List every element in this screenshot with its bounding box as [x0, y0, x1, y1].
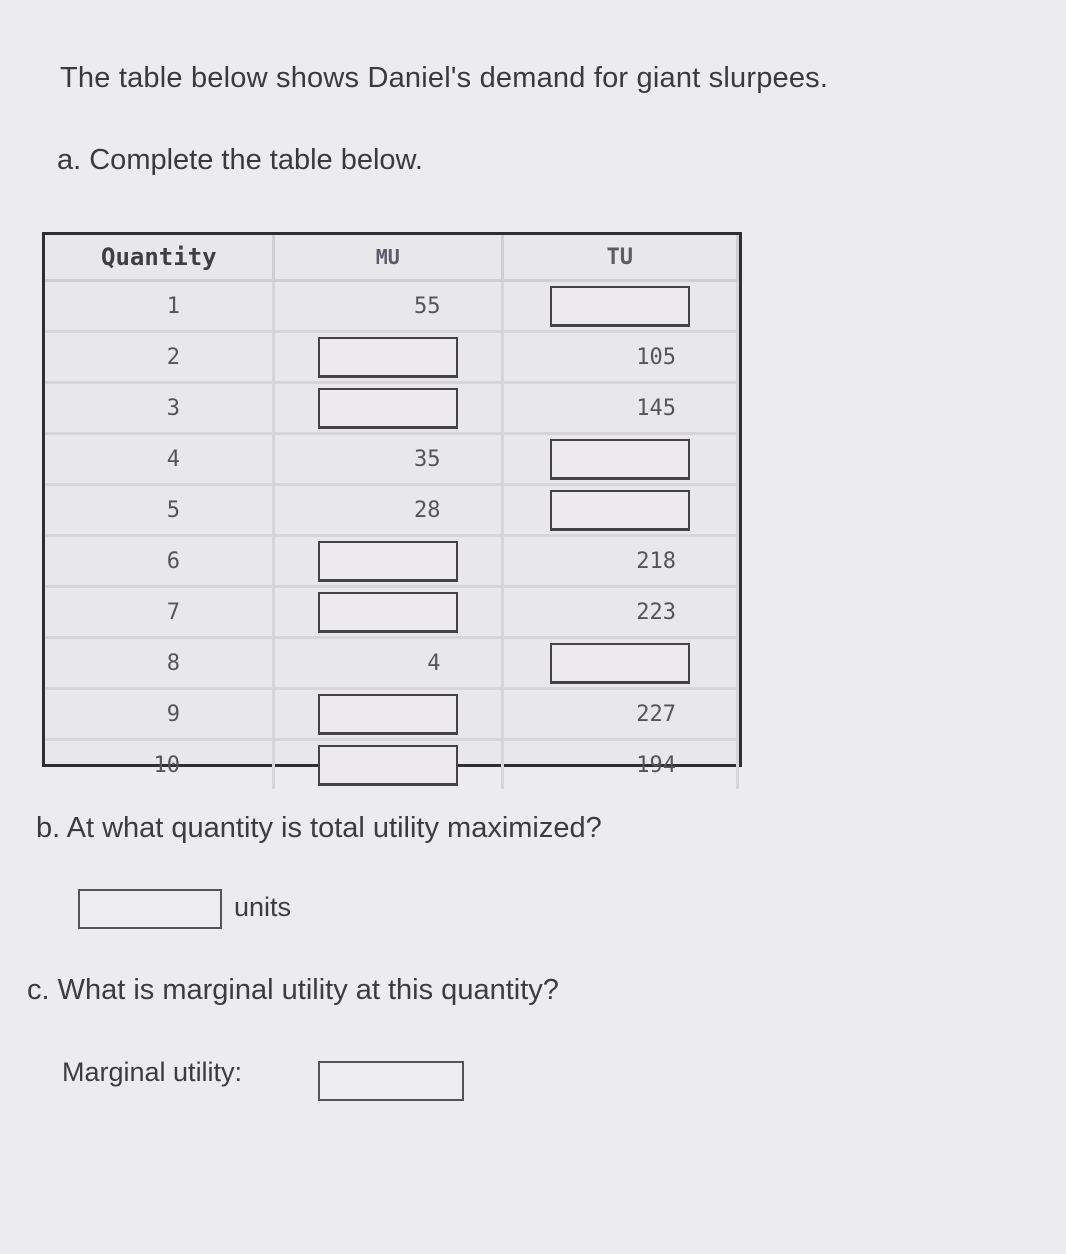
tu-cell: [502, 434, 737, 485]
part-a-instruction: a. Complete the table below.: [57, 144, 423, 176]
table-row: [45, 332, 738, 383]
tu-value-cell: 105: [502, 332, 737, 383]
tu-value-cell: 218: [502, 536, 737, 587]
mu-header: MU: [274, 235, 503, 281]
mu-value-cell: 35: [274, 434, 503, 485]
table-row: [45, 587, 738, 638]
mu-answer-input[interactable]: [318, 388, 458, 429]
tu-cell: [502, 638, 737, 689]
mu-answer-input[interactable]: [318, 694, 458, 735]
mu-cell: [274, 383, 503, 434]
table-body: [45, 281, 738, 790]
marginal-utility-label: Marginal utility:: [62, 1057, 243, 1087]
mu-cell: [274, 587, 503, 638]
quantity-cell: 6: [45, 536, 274, 587]
tu-value-cell: 194: [502, 740, 737, 790]
max-quantity-input[interactable]: [78, 889, 222, 929]
tu-answer-input[interactable]: [550, 439, 690, 480]
table-row: [45, 536, 738, 587]
tu-value-cell: 227: [502, 689, 737, 740]
utility-table: [45, 235, 739, 789]
quantity-cell: 2: [45, 332, 274, 383]
tu-answer-input[interactable]: [550, 490, 690, 531]
mu-cell: [274, 689, 503, 740]
part-c-question: c. What is marginal utility at this quantity?: [27, 974, 559, 1006]
tu-answer-input[interactable]: [550, 643, 690, 684]
units-label: units: [234, 892, 292, 922]
tu-answer-input[interactable]: [550, 286, 690, 327]
quantity-cell: 7: [45, 587, 274, 638]
quantity-cell: 1: [45, 281, 274, 332]
table-header-row: [45, 235, 738, 281]
quantity-cell: 9: [45, 689, 274, 740]
quantity-cell: 4: [45, 434, 274, 485]
tu-cell: [502, 485, 737, 536]
table-row: [45, 689, 738, 740]
tu-cell: [502, 281, 737, 332]
mu-answer-input[interactable]: [318, 592, 458, 633]
tu-header: TU: [502, 235, 737, 281]
mu-value-cell: 4: [274, 638, 503, 689]
mu-value-cell: 28: [274, 485, 503, 536]
tu-value-cell: 145: [502, 383, 737, 434]
marginal-utility-input[interactable]: [318, 1061, 464, 1101]
quantity-cell: 5: [45, 485, 274, 536]
question-prompt: The table below shows Daniel's demand for giant slurpees.: [60, 62, 829, 94]
utility-table-container: [42, 232, 742, 778]
quantity-cell: 3: [45, 383, 274, 434]
mu-answer-input[interactable]: [318, 745, 458, 786]
table-row: [45, 740, 738, 790]
mu-answer-input[interactable]: [318, 337, 458, 378]
mu-cell: [274, 332, 503, 383]
part-b-question: b. At what quantity is total utility maximized?: [36, 812, 602, 844]
table-row: [45, 434, 738, 485]
tu-value-cell: 223: [502, 587, 737, 638]
table-row: [45, 383, 738, 434]
quantity-cell: 8: [45, 638, 274, 689]
mu-answer-input[interactable]: [318, 541, 458, 582]
mu-cell: [274, 536, 503, 587]
mu-cell: [274, 740, 503, 790]
table-row: [45, 485, 738, 536]
quantity-cell: 10: [45, 740, 274, 790]
table-row: [45, 638, 738, 689]
quantity-header: Quantity: [45, 235, 274, 281]
mu-value-cell: 55: [274, 281, 503, 332]
table-row: [45, 281, 738, 332]
